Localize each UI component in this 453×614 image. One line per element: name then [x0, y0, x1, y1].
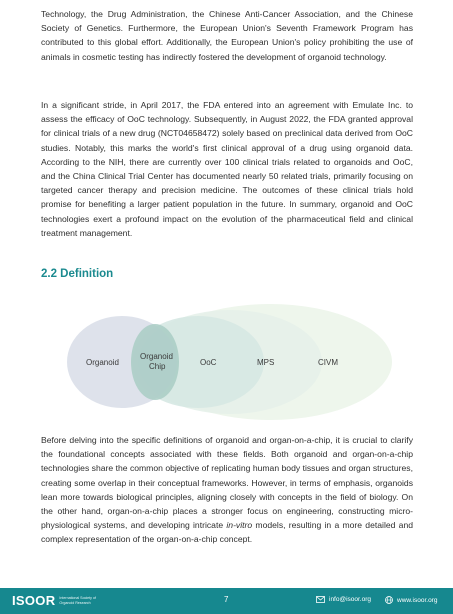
definitions-text-1: Before delving into the specific definitions of organoid and organ-on-a-chip, it is crucial to clarify the foundational concepts associated with these fields. Both organoid and organ-on-a-chip technologies share the common objective of replicating human body tissues and organ structures, creating some overlap in their conceptual frameworks. However, in terms of emphasis, organoids lean more towards biological principles, aligning closely with concepts in the field of biology. On the other hand, organ-on-a-chip places a stronger focus on engineering, constructing micro-physiological systems, and developing intricate	[41, 435, 413, 531]
section-heading: 2.2 Definition	[41, 268, 114, 280]
label-organoid-chip-1: Organoid	[140, 352, 173, 361]
globe-icon	[385, 596, 393, 604]
website-link[interactable]	[385, 596, 437, 604]
email-link[interactable]	[316, 596, 371, 603]
label-mps: MPS	[257, 358, 275, 367]
isoor-logo	[12, 593, 105, 608]
label-organoid: Organoid	[86, 358, 119, 367]
paragraph-fda: In a significant stride, in April 2017, the FDA entered into an agreement with Emulate Inc. to assess the efficacy of OoC technology. Subsequently, in August 2022, the FDA granted approval for clinical trials of a new drug (NCT04658472) solely based on preclinical data derived from OoC studies. Notably, this marks the world's first clinical approval of a drug using organoid data. According to the NIH, there are currently over 100 clinical trials related to organoids and OoC, and the China Clinical Trial Center has documented nearly 50 related trials, primarily focusing on targeted cancer therapy and precision medicine. The outcomes of these clinical trials hold promise for benefiting a larger patient population in the future. In summary, organoid and OoC technologies exert a profound impact on the evolution of the pharmaceutical field and clinical treatment management.	[41, 100, 413, 238]
page-footer	[0, 588, 453, 614]
venn-diagram	[60, 300, 400, 424]
label-organoid-chip-2: Chip	[149, 362, 166, 371]
page-number: 7	[224, 595, 229, 604]
paragraph-definitions	[41, 433, 413, 547]
logo-wordmark: ISOOR	[12, 593, 56, 608]
label-ooc: OoC	[200, 358, 217, 367]
website-text: www.isoor.org	[397, 596, 438, 604]
logo-subtitle	[59, 596, 105, 605]
definitions-text-2: models, resulting in a more detailed and complex representation of the organ-on-a-chip concept.	[41, 520, 413, 545]
label-civm: CIVM	[318, 358, 338, 367]
email-text: info@isoor.org	[329, 596, 372, 603]
logo-subtitle-line-1: International Society of	[59, 595, 96, 600]
definitions-italic: in-vitro	[226, 520, 253, 531]
logo-subtitle-line-2: Organoid Research	[59, 600, 91, 605]
paragraph-intro: Technology, the Drug Administration, the Chinese Anti-Cancer Association, and the Chinese Society of Genetics. Furthermore, the European Union's Seventh Framework Program has contributed to this global effort. Additionally, the European Union's policy prohibiting the use of animals in cosmetic testing has indirectly fostered the development of organoid technology.	[41, 9, 413, 62]
envelope-icon	[316, 596, 325, 603]
